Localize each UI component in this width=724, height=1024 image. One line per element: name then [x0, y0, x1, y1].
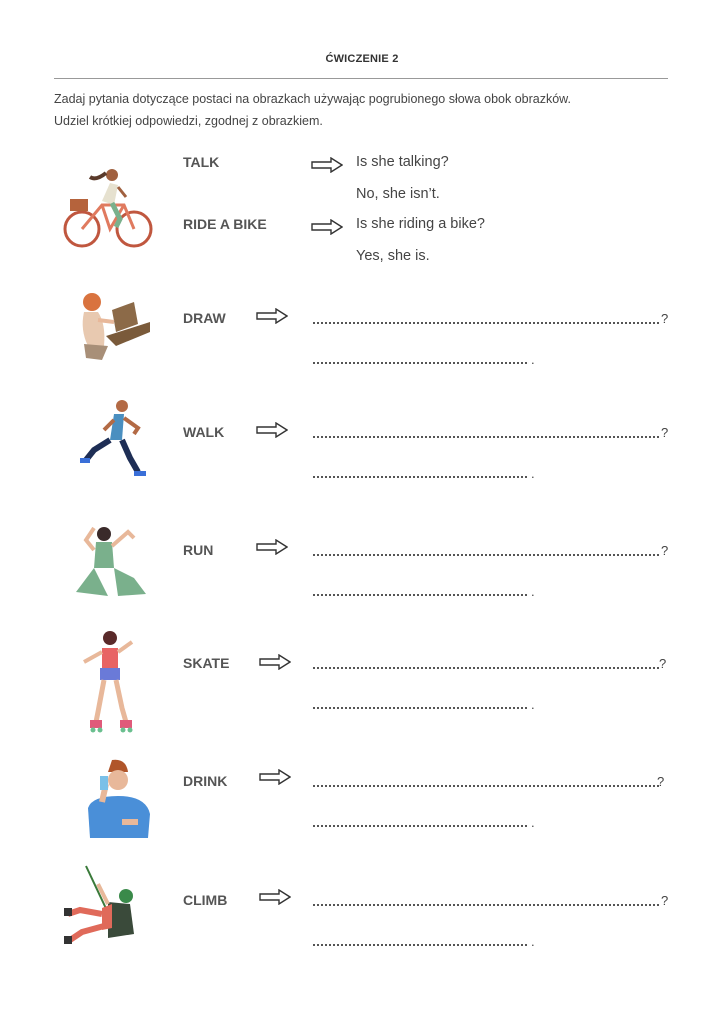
question-blank[interactable]: [313, 550, 659, 556]
woman-cycling-illustration: [62, 165, 154, 251]
example-verb-ride-a-bike: RIDE A BIKE: [183, 216, 267, 232]
question-blank[interactable]: [313, 318, 659, 324]
woman-roller-skating-illustration: [80, 628, 144, 736]
right-arrow-outline-icon: [259, 769, 291, 785]
right-arrow-outline-icon: [259, 654, 291, 670]
title-divider: [54, 78, 668, 79]
right-arrow-outline-icon: [259, 889, 291, 905]
answer-blank[interactable]: [313, 590, 527, 596]
verb-skate: SKATE: [183, 655, 230, 671]
verb-run: RUN: [183, 542, 214, 558]
question-blank[interactable]: [313, 781, 659, 787]
question-mark: ?: [661, 425, 669, 440]
question-mark: ?: [661, 311, 669, 326]
question-blank[interactable]: [313, 432, 659, 438]
answer-period: .: [531, 697, 535, 712]
question-blank[interactable]: [313, 663, 659, 669]
right-arrow-outline-icon: [311, 219, 343, 235]
example-question-1: Is she talking?: [356, 154, 449, 170]
answer-blank[interactable]: [313, 821, 527, 827]
verb-walk: WALK: [183, 424, 225, 440]
answer-blank[interactable]: [313, 358, 527, 364]
instruction-line-1: Zadaj pytania dotyczące postaci na obrazkach używając pogrubionego słowa obok obrazków.: [54, 92, 571, 106]
answer-period: .: [531, 352, 535, 367]
example-question-2: Is she riding a bike?: [356, 216, 485, 232]
answer-period: .: [531, 466, 535, 481]
right-arrow-outline-icon: [256, 422, 288, 438]
verb-draw: DRAW: [183, 310, 226, 326]
question-mark: ?: [661, 543, 669, 558]
exercise-title: ĆWICZENIE 2: [325, 53, 399, 65]
answer-period: .: [531, 815, 535, 830]
instruction-line-2: Udziel krótkiej odpowiedzi, zgodnej z obrazkiem.: [54, 114, 323, 128]
question-mark: ?: [657, 774, 665, 789]
question-blank[interactable]: [313, 900, 659, 906]
right-arrow-outline-icon: [256, 308, 288, 324]
right-arrow-outline-icon: [311, 157, 343, 173]
man-running-illustration: [78, 398, 150, 480]
question-mark: ?: [659, 656, 667, 671]
woman-yoga-illustration: [72, 520, 152, 600]
answer-period: .: [531, 934, 535, 949]
question-mark: ?: [661, 893, 669, 908]
man-climbing-illustration: [62, 864, 142, 948]
example-answer-2: Yes, she is.: [356, 248, 430, 264]
right-arrow-outline-icon: [256, 539, 288, 555]
answer-period: .: [531, 584, 535, 599]
verb-drink: DRINK: [183, 773, 228, 789]
man-drinking-illustration: [82, 758, 154, 840]
answer-blank[interactable]: [313, 472, 527, 478]
woman-drawing-illustration: [76, 288, 154, 364]
example-answer-1: No, she isn’t.: [356, 186, 440, 202]
answer-blank[interactable]: [313, 703, 527, 709]
example-verb-talk: TALK: [183, 154, 220, 170]
answer-blank[interactable]: [313, 940, 527, 946]
verb-climb: CLIMB: [183, 892, 228, 908]
